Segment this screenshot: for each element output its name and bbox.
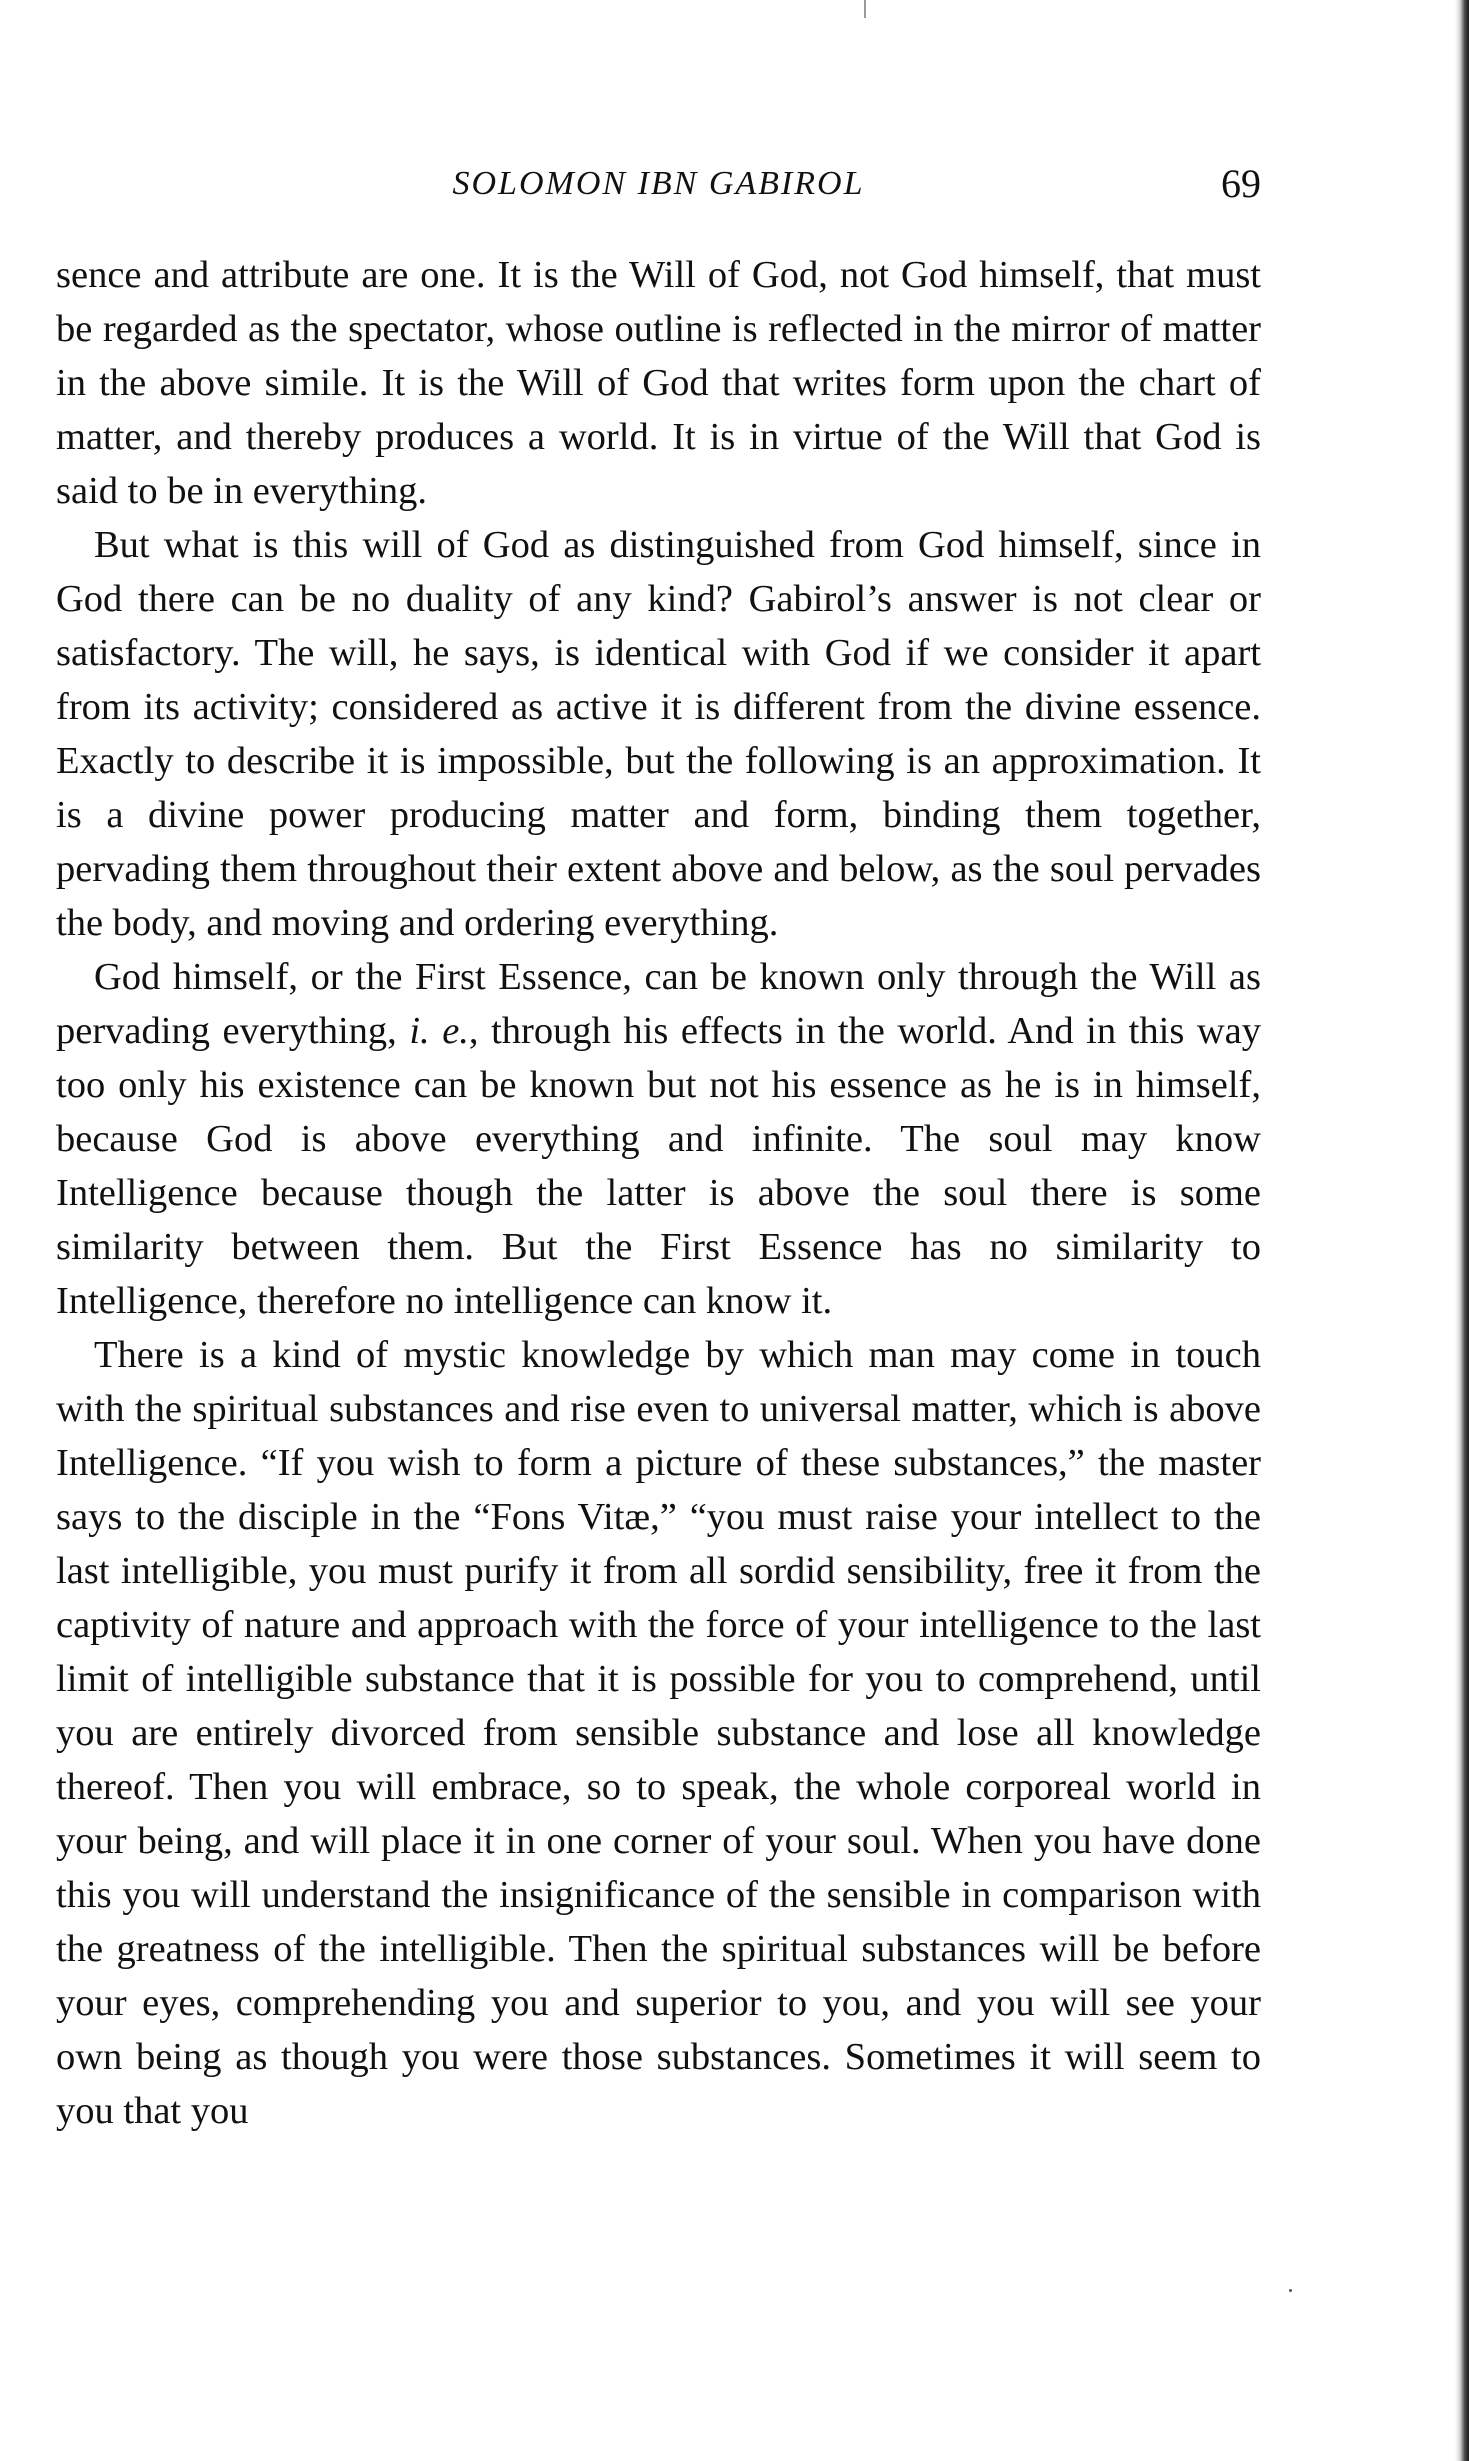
binding-edge [1455, 0, 1469, 2461]
paragraph-3-part-2: , through his effects in the world. And in this way too only his existence can be known but not his essence as he is in himself, because God is above everything and infinite. The soul may know Intelligence because though the latter is above the soul there is some similarity between them. But the First Essence has no similarity to Intelligence, therefore no intelligence can know it. [56, 1010, 1261, 1322]
scan-mark [864, 0, 866, 18]
paragraph-1: sence and attribute are one. It is the Will of God, not God himself, that must be regarded as the spectator, whose outline is reflected in the mirror of matter in the above simile. It is the Will of God that writes form upon the chart of matter, and thereby produces a world. It is in virtue of the Will that God is said to be in everything. [56, 254, 1261, 512]
paragraph-3 [56, 950, 1261, 1328]
paragraph-3-part-1: God himself, or the First Essence, can be known only through the Will as pervading everything, [56, 956, 1261, 1052]
paragraph-4: There is a kind of mystic knowledge by which man may come in touch with the spiritual substances and rise even to universal matter, which is above Intelligence. “If you wish to form a picture of these substances,” the master says to the disciple in the “Fons Vitæ,” “you must raise your intellect to the last intelligible, you must purify it from all sordid sensibility, free it from the captivity of nature and approach with the force of your intelligence to the last limit of intelligible substance that it is possible for you to comprehend, until you are entirely divorced from sensible substance and lose all knowledge thereof. Then you will embrace, so to speak, the whole corporeal world in your being, and will place it in one corner of your soul. When you have done this you will understand the insignificance of the sensible in comparison with the greatness of the intelligible. Then the spiritual substances will be before your eyes, comprehending you and superior to you, and you will see your own being as though you were those substances. Sometimes it will seem to you that you [56, 1334, 1261, 2132]
paragraph-3-italic: i. e. [409, 1010, 469, 1052]
running-title: SOLOMON IBN GABIROL [452, 165, 865, 202]
paragraph-2: But what is this will of God as distinguished from God himself, since in God there can be no duality of any kind? Gabirol’s answer is not clear or satisfactory. The will, he says, is identical with God if we consider it apart from its activity; considered as active it is different from the divine essence. Exactly to describe it is impossible, but the following is an approximation. It is a divine power producing matter and form, binding them together, pervading them throughout their extent above and below, as the soul pervades the body, and moving and ordering everything. [56, 524, 1261, 944]
page-number: 69 [1221, 161, 1261, 206]
running-head [56, 158, 1261, 210]
scan-speck [1289, 2289, 1292, 2292]
body-text [56, 248, 1261, 2138]
